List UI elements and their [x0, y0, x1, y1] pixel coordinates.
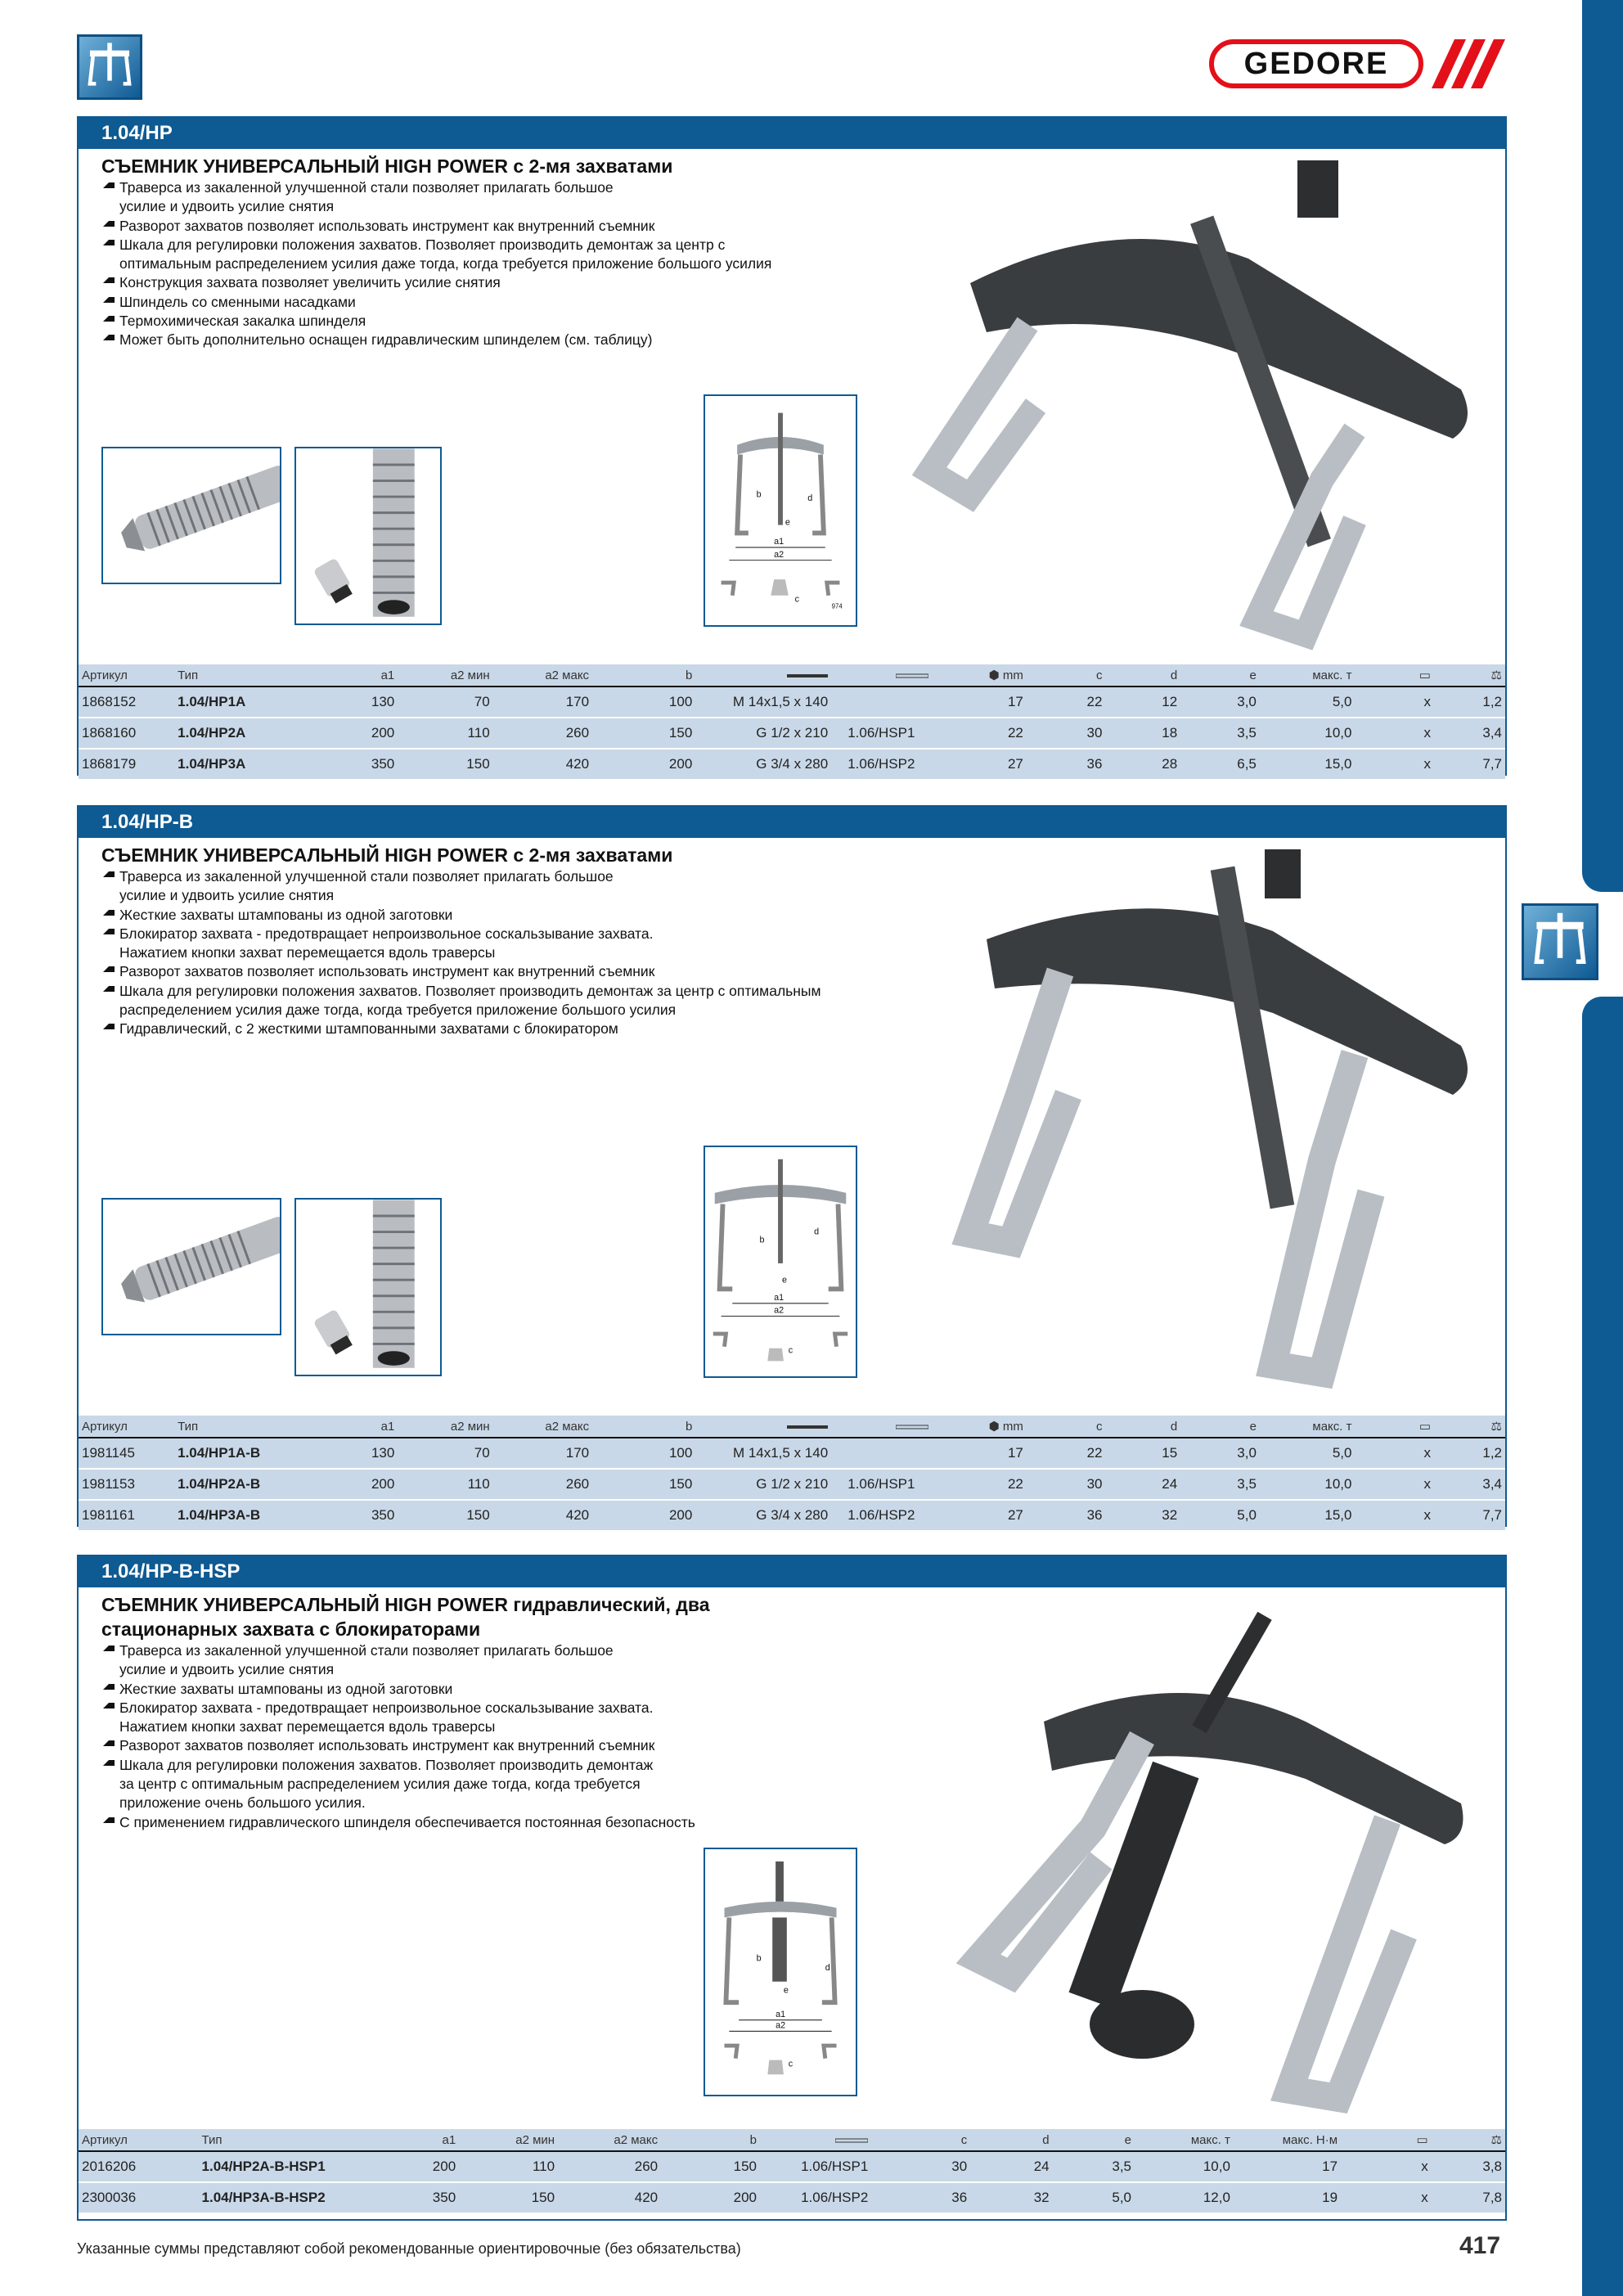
svg-text:e: e: [785, 517, 790, 528]
col-b: b: [592, 1416, 695, 1438]
svg-text:e: e: [783, 1985, 789, 1996]
cell: x: [1341, 2151, 1432, 2182]
logo-stripes: [1427, 39, 1505, 88]
cell: x: [1341, 2182, 1432, 2213]
cell: 1.06/HSP2: [760, 2182, 871, 2213]
feature-item: Блокиратор захвата - предотвращает непроизвольное соскальзывание захвата.: [101, 925, 821, 943]
cell: 150: [459, 2182, 558, 2213]
cell-art: 1981153: [79, 1469, 174, 1500]
cell-art: 1868179: [79, 749, 174, 779]
svg-text:b: b: [756, 489, 762, 500]
col-a2max: a2 макс: [493, 664, 592, 687]
cell: 1.06/HSP1: [760, 2151, 871, 2182]
cell: 1.06/HSP1: [831, 1469, 931, 1500]
cell: G 1/2 x 210: [695, 718, 831, 749]
hex-icon: ⬢: [988, 669, 1003, 682]
feature-item: Блокиратор захвата - предотвращает непроизвольное соскальзывание захвата.: [101, 1699, 695, 1717]
cell: 22: [1027, 1438, 1106, 1469]
cell: [831, 1438, 931, 1469]
gedore-logo: GEDORE: [1209, 39, 1423, 88]
cell: 1.06/HSP2: [831, 1500, 931, 1530]
cell: 3,5: [1053, 2151, 1135, 2182]
svg-text:c: c: [788, 2059, 794, 2069]
col-e: e: [1180, 664, 1260, 687]
cell: 350: [335, 1500, 398, 1530]
cell: 18: [1105, 718, 1180, 749]
spec-table: [79, 664, 1505, 779]
svg-text:974: 974: [831, 602, 843, 610]
side-puller-icon: [1522, 903, 1598, 980]
cell: 30: [1027, 1469, 1106, 1500]
col-art: Артикул: [79, 2129, 199, 2151]
cell: 10,0: [1260, 1469, 1355, 1500]
col-a2min: a2 мин: [459, 2129, 558, 2151]
cell: 15,0: [1260, 749, 1355, 779]
cell: 200: [661, 2182, 760, 2213]
section-title-line2: стационарных захвата с блокираторами: [101, 1618, 481, 1640]
cell-art: 1868152: [79, 687, 174, 718]
feature-item: Жесткие захваты штампованы из одной заготовки: [101, 1680, 695, 1699]
cell: 3,4: [1434, 1469, 1505, 1500]
cell: G 3/4 x 280: [695, 749, 831, 779]
col-c: c: [871, 2129, 970, 2151]
svg-text:d: d: [825, 1963, 830, 1974]
cell: 3,4: [1434, 718, 1505, 749]
cell: 36: [1027, 749, 1106, 779]
cell: 17: [1234, 2151, 1341, 2182]
svg-text:e: e: [781, 1275, 787, 1285]
product-photo-hp-b-hsp: [897, 1599, 1502, 2127]
cell: 32: [1106, 1500, 1181, 1530]
hex-icon: ⬢: [988, 1420, 1003, 1434]
cell: 100: [592, 687, 695, 718]
cell: 22: [932, 1469, 1027, 1500]
col-spindle-icon: [695, 1416, 831, 1438]
cell: G 3/4 x 280: [695, 1500, 831, 1530]
cell: 15,0: [1260, 1500, 1355, 1530]
table-row: [79, 1500, 1505, 1530]
cell: 110: [398, 1469, 492, 1500]
feature-item-cont: за центр с оптимальным распределением усилия даже тогда, когда требуется: [119, 1776, 641, 1793]
col-b: b: [661, 2129, 760, 2151]
cell: 130: [335, 1438, 398, 1469]
feature-item-cont: Нажатием кнопки захват перемещается вдоль траверсы: [119, 944, 496, 961]
cell: 7,8: [1432, 2182, 1505, 2213]
col-a1: a1: [335, 1416, 398, 1438]
cell: x: [1355, 749, 1434, 779]
feature-item: Разворот захватов позволяет использовать инструмент как внутренний съемник: [101, 217, 771, 236]
spindle-tip-photo: [101, 1198, 281, 1335]
svg-text:a2: a2: [774, 549, 785, 560]
section-hp-b-hsp: [77, 1555, 1507, 2221]
cell: G 1/2 x 210: [695, 1469, 831, 1500]
cell: 150: [661, 2151, 760, 2182]
feature-item: Может быть дополнительно оснащен гидравлическим шпинделем (см. таблицу): [101, 331, 771, 349]
cell: 130: [335, 687, 398, 718]
cell: 70: [398, 1438, 492, 1469]
cell: 5,0: [1053, 2182, 1135, 2213]
cell: 3,5: [1180, 1469, 1260, 1500]
feature-item: Шкала для регулировки положения захватов. Позволяет производить демонтаж за центр с оптимальным: [101, 982, 821, 1001]
cell: 1.06/HSP2: [831, 749, 931, 779]
cell: 36: [1027, 1500, 1106, 1530]
cell: 15: [1106, 1438, 1181, 1469]
cell: 110: [459, 2151, 558, 2182]
cell: 3,8: [1432, 2151, 1505, 2182]
col-weight-icon: ⚖: [1434, 664, 1505, 687]
section-title-line1: СЪЕМНИК УНИВЕРСАЛЬНЫЙ HIGH POWER гидравлический, два: [101, 1594, 710, 1615]
col-d: d: [1105, 664, 1180, 687]
cell: 260: [493, 718, 592, 749]
col-type: Тип: [174, 664, 335, 687]
feature-item: Разворот захватов позволяет использовать инструмент как внутренний съемник: [101, 1736, 695, 1755]
cell: 17: [932, 687, 1027, 718]
cell: 150: [592, 718, 695, 749]
feature-item: Шкала для регулировки положения захватов. Позволяет производить демонтаж: [101, 1756, 695, 1775]
cell: M 14x1,5 x 140: [695, 1438, 831, 1469]
feature-item-cont: приложение очень большого усилия.: [119, 1794, 366, 1812]
col-mm-label: mm: [1002, 669, 1023, 682]
dimension-drawing: [704, 1146, 857, 1378]
svg-text:d: d: [807, 493, 813, 504]
col-art: Артикул: [79, 1416, 174, 1438]
cell: 17: [932, 1438, 1027, 1469]
cell: 170: [493, 1438, 592, 1469]
svg-text:c: c: [788, 1345, 794, 1356]
feature-item: Траверса из закаленной улучшенной стали позволяет прилагать большое: [101, 1641, 695, 1660]
feature-item: С применением гидравлического шпинделя обеспечивается постоянная безопасность: [101, 1813, 695, 1832]
feature-item: Шпиндель со сменными насадками: [101, 293, 771, 312]
cell: 32: [970, 2182, 1052, 2213]
cell: 5,0: [1260, 1438, 1355, 1469]
cell: 350: [335, 749, 398, 779]
feature-item: Шкала для регулировки положения захватов. Позволяет производить демонтаж за центр с: [101, 236, 771, 254]
cell-art: 1868160: [79, 718, 174, 749]
col-d: d: [970, 2129, 1052, 2151]
cell-type: 1.04/HP3A-B-HSP2: [199, 2182, 394, 2213]
cell: 70: [398, 687, 492, 718]
cell: x: [1355, 1500, 1434, 1530]
table-row: [79, 1438, 1505, 1469]
svg-text:a2: a2: [776, 2020, 786, 2031]
cell-type: 1.04/HP3A-B: [174, 1500, 335, 1530]
cell: 1,2: [1434, 1438, 1505, 1469]
cell: 30: [1027, 718, 1106, 749]
cell: x: [1355, 687, 1434, 718]
side-tab-upper: [1582, 0, 1623, 892]
col-a1: a1: [335, 664, 398, 687]
col-a2min: a2 мин: [398, 664, 492, 687]
table-row: [79, 1469, 1505, 1500]
svg-text:b: b: [759, 1235, 765, 1245]
feature-item-cont: оптимальным распределением усилия даже тогда, когда требуется приложение большого усилия: [119, 255, 772, 272]
cell: 28: [1105, 749, 1180, 779]
cell: 200: [592, 749, 695, 779]
svg-text:d: d: [814, 1227, 820, 1237]
col-max-t: макс. т: [1135, 2129, 1234, 2151]
col-hydraulic-icon: [831, 1416, 931, 1438]
feature-item-cont: распределением усилия даже тогда, когда требуется приложение большого усилия: [119, 1002, 677, 1019]
cell-art: 1981161: [79, 1500, 174, 1530]
table-row: [79, 718, 1505, 749]
cell: 200: [393, 2151, 459, 2182]
spec-rows: [79, 1438, 1505, 1530]
svg-text:c: c: [794, 594, 799, 605]
product-photo-hp: [897, 160, 1502, 664]
col-ruler-icon: ▭: [1341, 2129, 1432, 2151]
cell: 27: [932, 749, 1027, 779]
col-weight-icon: ⚖: [1432, 2129, 1505, 2151]
feature-item: Конструкция захвата позволяет увеличить усилие снятия: [101, 273, 771, 292]
col-e: e: [1180, 1416, 1260, 1438]
cell-art: 2300036: [79, 2182, 199, 2213]
cell: 22: [932, 718, 1027, 749]
cell: 7,7: [1434, 1500, 1505, 1530]
cell: 5,0: [1260, 687, 1355, 718]
cell: x: [1355, 1469, 1434, 1500]
svg-text:a1: a1: [774, 537, 785, 547]
cell: x: [1355, 718, 1434, 749]
cell-type: 1.04/HP1A: [174, 687, 335, 718]
cell: 420: [493, 749, 592, 779]
col-a2max: a2 макс: [558, 2129, 661, 2151]
col-e: e: [1053, 2129, 1135, 2151]
feature-item: Разворот захватов позволяет использовать инструмент как внутренний съемник: [101, 962, 821, 981]
section-hp-b: [77, 805, 1507, 1527]
col-ruler-icon: ▭: [1355, 664, 1434, 687]
section-code: 1.04/HP: [79, 118, 1505, 149]
col-type: Тип: [174, 1416, 335, 1438]
col-max-t: макс. т: [1260, 664, 1355, 687]
spindle-tip-photo: [101, 447, 281, 584]
cell: 420: [493, 1500, 592, 1530]
product-photo-hp-b: [897, 849, 1502, 1406]
cell-type: 1.04/HP2A-B: [174, 1469, 335, 1500]
page-number: 417: [1459, 2232, 1501, 2259]
col-type: Тип: [199, 2129, 394, 2151]
col-hydraulic-icon: [831, 664, 931, 687]
cell: x: [1355, 1438, 1434, 1469]
feature-item: Гидравлический, с 2 жесткими штампованными захватами с блокиратором: [101, 1020, 821, 1038]
cell: 170: [493, 687, 592, 718]
cell: 10,0: [1260, 718, 1355, 749]
col-ruler-icon: ▭: [1355, 1416, 1434, 1438]
cell: 260: [493, 1469, 592, 1500]
col-hydraulic-icon: [760, 2129, 871, 2151]
col-hex-mm: [932, 664, 1027, 687]
cell: 150: [398, 749, 492, 779]
cell: 200: [335, 718, 398, 749]
cell-type: 1.04/HP1A-B: [174, 1438, 335, 1469]
section-code: 1.04/HP-B: [79, 807, 1505, 838]
section-hp: [77, 116, 1507, 776]
cell: 110: [398, 718, 492, 749]
cell-art: 1981145: [79, 1438, 174, 1469]
col-mm-label: mm: [1002, 1420, 1023, 1434]
feature-list: [101, 867, 821, 1039]
feature-item-cont: Нажатием кнопки захват перемещается вдоль траверсы: [119, 1718, 496, 1736]
cell: 24: [1106, 1469, 1181, 1500]
section-title: СЪЕМНИК УНИВЕРСАЛЬНЫЙ HIGH POWER с 2-мя захватами: [101, 844, 673, 866]
col-a2max: a2 макс: [493, 1416, 592, 1438]
cell: 150: [398, 1500, 492, 1530]
dimension-drawing: [704, 1848, 857, 2096]
feature-item: Жесткие захваты штампованы из одной заготовки: [101, 906, 821, 925]
cell: 30: [871, 2151, 970, 2182]
col-a1: a1: [393, 2129, 459, 2151]
cell: 19: [1234, 2182, 1341, 2213]
cell: 1.06/HSP1: [831, 718, 931, 749]
col-d: d: [1106, 1416, 1181, 1438]
feature-item-cont: усилие и удвоить усилие снятия: [119, 198, 335, 215]
col-b: b: [592, 664, 695, 687]
cell-type: 1.04/HP2A: [174, 718, 335, 749]
svg-text:a1: a1: [774, 1292, 785, 1303]
table-row: [79, 2151, 1505, 2182]
spec-table: [79, 2129, 1505, 2213]
col-hex-mm: [932, 1416, 1027, 1438]
cell: 100: [592, 1438, 695, 1469]
cell: 3,0: [1180, 1438, 1260, 1469]
puller-category-icon: [77, 34, 142, 100]
cell: 10,0: [1135, 2151, 1234, 2182]
section-title: СЪЕМНИК УНИВЕРСАЛЬНЫЙ HIGH POWER с 2-мя захватами: [101, 155, 673, 177]
cell: 420: [558, 2182, 661, 2213]
feature-item: Траверса из закаленной улучшенной стали позволяет прилагать большое: [101, 867, 821, 886]
cell: 260: [558, 2151, 661, 2182]
cell: 5,0: [1180, 1500, 1260, 1530]
cell: 350: [393, 2182, 459, 2213]
cell: 7,7: [1434, 749, 1505, 779]
cell: [831, 687, 931, 718]
col-max-nm: макс. Н·м: [1234, 2129, 1341, 2151]
table-row: [79, 687, 1505, 718]
cell: 12,0: [1135, 2182, 1234, 2213]
feature-item: Термохимическая закалка шпинделя: [101, 312, 771, 331]
col-spindle-icon: [695, 664, 831, 687]
col-max-t: макс. т: [1260, 1416, 1355, 1438]
dimension-drawing: [704, 394, 857, 627]
col-c: c: [1027, 664, 1106, 687]
feature-list: [101, 178, 771, 350]
feature-item-cont: усилие и удвоить усилие снятия: [119, 1661, 335, 1678]
cell: 150: [592, 1469, 695, 1500]
cell: 36: [871, 2182, 970, 2213]
spindle-adapter-photo: [294, 447, 442, 625]
spec-rows: [79, 687, 1505, 779]
side-tab-lower: [1582, 997, 1623, 2296]
col-weight-icon: ⚖: [1434, 1416, 1505, 1438]
section-code: 1.04/HP-B-HSP: [79, 1556, 1505, 1587]
cell-art: 2016206: [79, 2151, 199, 2182]
cell-type: 1.04/HP2A-B-HSP1: [199, 2151, 394, 2182]
cell: 27: [932, 1500, 1027, 1530]
svg-text:a2: a2: [774, 1305, 785, 1316]
cell: 1,2: [1434, 687, 1505, 718]
cell-type: 1.04/HP3A: [174, 749, 335, 779]
svg-text:b: b: [756, 1953, 762, 1964]
svg-text:a1: a1: [776, 2009, 786, 2019]
cell: 24: [970, 2151, 1052, 2182]
col-art: Артикул: [79, 664, 174, 687]
spec-table: [79, 1416, 1505, 1530]
cell: 6,5: [1180, 749, 1260, 779]
cell: 3,5: [1180, 718, 1260, 749]
cell: M 14x1,5 x 140: [695, 687, 831, 718]
table-row: [79, 749, 1505, 779]
footer-note: Указанные суммы представляют собой рекомендованные ориентировочные (без обязательства): [77, 2240, 741, 2257]
feature-item-cont: усилие и удвоить усилие снятия: [119, 887, 335, 904]
cell: 200: [592, 1500, 695, 1530]
cell: 200: [335, 1469, 398, 1500]
table-row: [79, 2182, 1505, 2213]
cell: 22: [1027, 687, 1106, 718]
spindle-adapter-photo: [294, 1198, 442, 1376]
feature-item: Траверса из закаленной улучшенной стали позволяет прилагать большое: [101, 178, 771, 197]
cell: 12: [1105, 687, 1180, 718]
col-c: c: [1027, 1416, 1106, 1438]
feature-list: [101, 1641, 695, 1832]
spec-rows: [79, 2151, 1505, 2213]
cell: 3,0: [1180, 687, 1260, 718]
col-a2min: a2 мин: [398, 1416, 492, 1438]
